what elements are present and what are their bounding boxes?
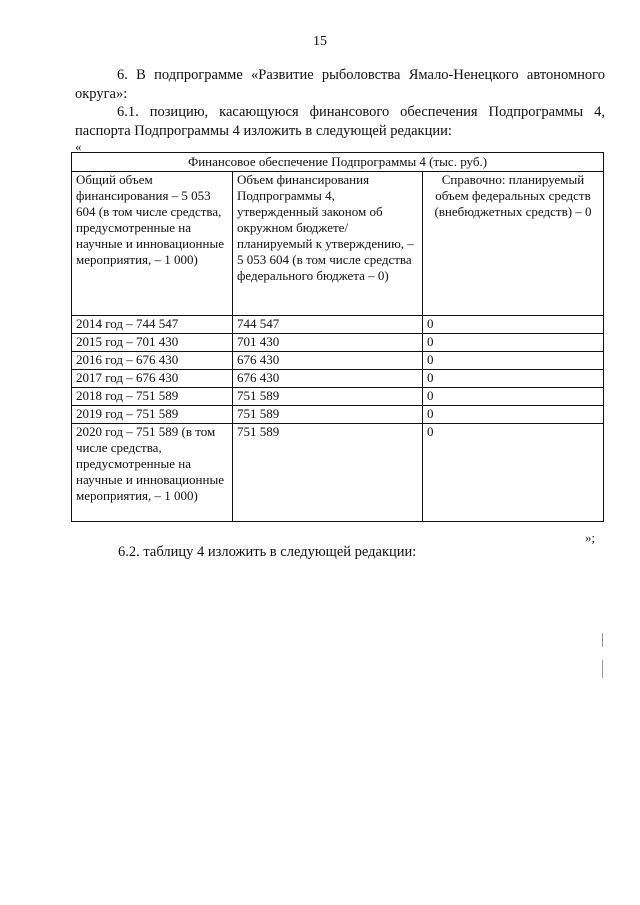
row-amount: 751 589 [233, 388, 423, 406]
scan-mark [602, 633, 603, 647]
row-year: 2016 год – 676 430 [72, 352, 233, 370]
quote-close: »; [585, 530, 596, 545]
quote-open: « [75, 139, 82, 154]
table-row [72, 424, 604, 522]
table-caption: Финансовое обеспечение Подпрограммы 4 (тыс. руб.) [72, 153, 604, 172]
row-reference: 0 [423, 334, 604, 352]
table-row [72, 406, 604, 424]
row-year: 2015 год – 701 430 [72, 334, 233, 352]
row-amount: 676 430 [233, 352, 423, 370]
row-reference: 0 [423, 316, 604, 334]
scan-mark [602, 660, 603, 678]
row-reference: 0 [423, 406, 604, 424]
table-header-row [72, 172, 604, 316]
financing-table [71, 152, 604, 522]
header-total-financing: Общий объем финансирования – 5 053 604 (в том числе средства, предусмотренные на научные и инновационные мероприятия, – 1 000) [72, 172, 233, 316]
page-number: 15 [313, 34, 327, 49]
row-reference: 0 [423, 352, 604, 370]
row-reference: 0 [423, 424, 604, 522]
row-amount: 701 430 [233, 334, 423, 352]
row-amount: 676 430 [233, 370, 423, 388]
paragraph-6-2: 6.2. таблицу 4 изложить в следующей редакции: [118, 544, 417, 560]
table-row [72, 334, 604, 352]
row-year: 2014 год – 744 547 [72, 316, 233, 334]
paragraph-6: 6. В подпрограмме «Развитие рыболовства Ямало-Ненецкого автономного округа»: [75, 67, 605, 102]
row-year: 2018 год – 751 589 [72, 388, 233, 406]
row-amount: 751 589 [233, 406, 423, 424]
row-reference: 0 [423, 388, 604, 406]
row-reference: 0 [423, 370, 604, 388]
row-year: 2017 год – 676 430 [72, 370, 233, 388]
header-reference: Справочно: планируемый объем федеральных средств (внебюджетных средств) – 0 [423, 172, 604, 316]
table-row [72, 352, 604, 370]
header-program-financing: Объем финансирования Подпрограммы 4, утвержденный законом об окружном бюджете/ планируемый к утверждению, – 5 053 604 (в том числе средства федерального бюджета – 0) [233, 172, 423, 316]
row-amount: 744 547 [233, 316, 423, 334]
table-row [72, 316, 604, 334]
paragraph-6-1: 6.1. позицию, касающуюся финансового обеспечения Подпрограммы 4, паспорта Подпрограммы 4 изложить в следующей редакции: [75, 104, 605, 139]
table-row [72, 388, 604, 406]
row-year: 2020 год – 751 589 (в том числе средства, предусмотренные на научные и инновационные мероприятия, – 1 000) [72, 424, 233, 522]
row-year: 2019 год – 751 589 [72, 406, 233, 424]
row-amount: 751 589 [233, 424, 423, 522]
table-row [72, 370, 604, 388]
